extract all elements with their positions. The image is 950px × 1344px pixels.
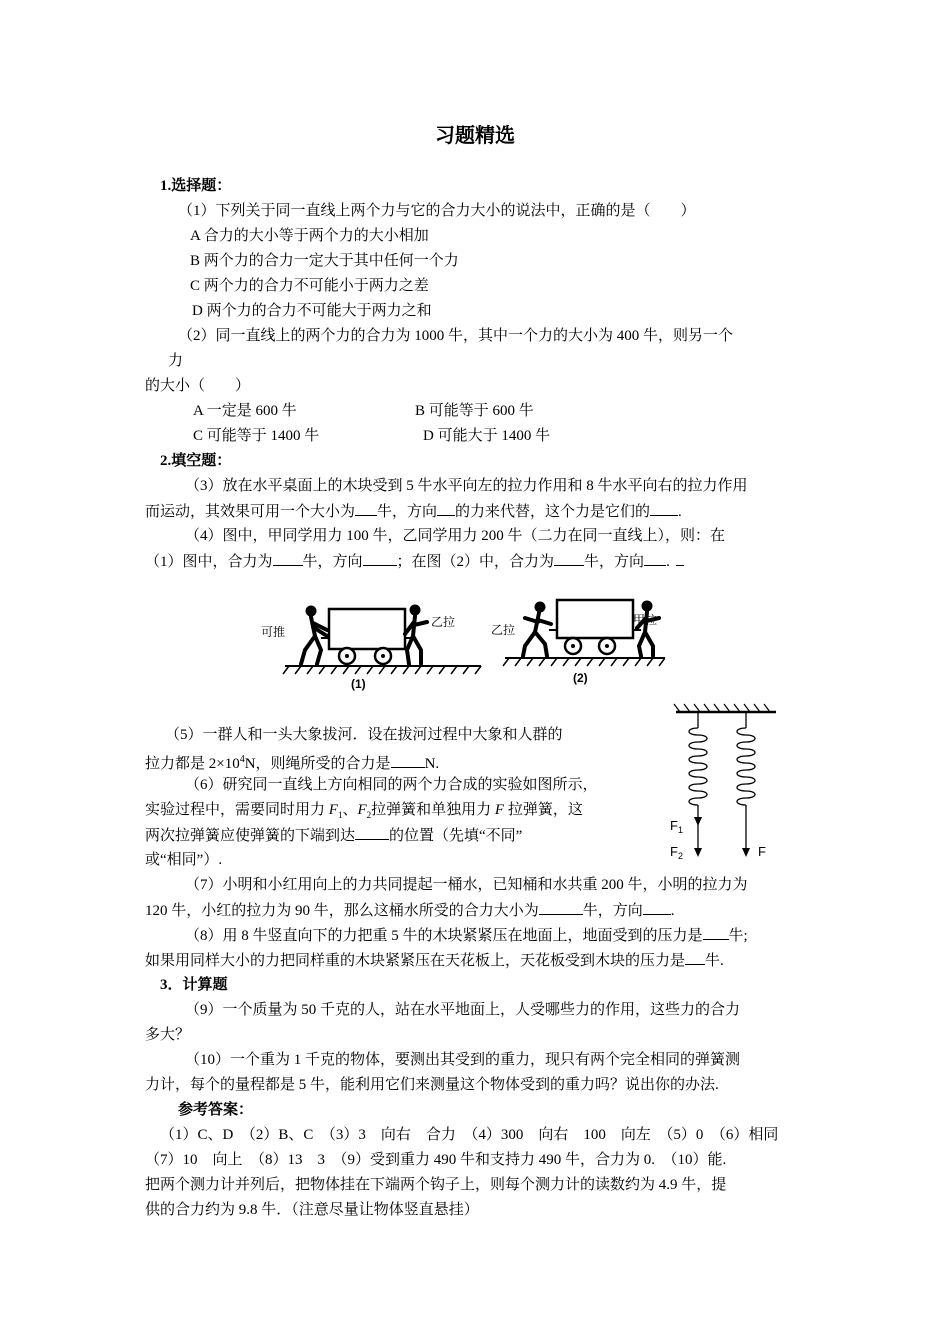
q8-text-d: 牛. bbox=[705, 953, 724, 969]
q3-blank-2 bbox=[437, 501, 455, 516]
fig1-right-label: 乙拉 bbox=[431, 615, 456, 629]
q4-line1: （4）图中，甲同学用力 100 牛，乙同学用力 200 牛（二力在同一直线上），则：在 bbox=[185, 528, 726, 544]
q7-text-b: 牛，方向 bbox=[582, 903, 643, 919]
q6-text-e: 的位置（先填“不同” bbox=[389, 828, 523, 844]
q9-line1: （9）一个质量为 50 千克的人，站在水平地面上，人受哪些力的作用，这些力的合力 bbox=[185, 1002, 741, 1018]
q5-blank bbox=[391, 753, 425, 768]
q8-line1 bbox=[185, 925, 748, 946]
q4-text-e: . bbox=[666, 554, 670, 570]
q6-text-d: 两次拉弹簧应使弹簧的下端到达 bbox=[145, 828, 356, 844]
q7-text-c: . bbox=[670, 903, 675, 919]
page-title: 习题精选 bbox=[435, 125, 515, 147]
q7-blank-2 bbox=[643, 900, 671, 915]
q6-text-a: 实验过程中，需要同时用力 bbox=[145, 802, 329, 818]
fig2-left-label: 乙拉 bbox=[491, 623, 516, 637]
q4-blank-3 bbox=[554, 551, 584, 566]
q4-blank-1 bbox=[273, 551, 303, 566]
q2-option-d: D 可能大于 1400 牛 bbox=[423, 428, 551, 444]
q5-text-c: N. bbox=[424, 756, 440, 772]
q4-text-b: 牛，方向 bbox=[302, 554, 363, 570]
q6-sep: 、 bbox=[342, 802, 358, 818]
answers-line1: （1）C、D （2）B、C （3）3 向右 合力 （4）300 向右 100 向左 （5）0 （6）相同 bbox=[160, 1127, 779, 1143]
q4-blank-5 bbox=[676, 551, 684, 566]
q3-text-c: 的力来代替，这个力是它们的 bbox=[455, 504, 651, 520]
q2-option-a: A 一定是 600 牛 bbox=[193, 403, 297, 419]
q3-line1: （3）放在水平桌面上的木块受到 5 牛水平向左的拉力作用和 8 牛水平向右的拉力作用 bbox=[185, 478, 748, 494]
q6-blank bbox=[355, 825, 389, 840]
q6-line2 bbox=[145, 800, 583, 825]
cart-figure-2 bbox=[491, 600, 665, 685]
q5-exponent: 4 bbox=[239, 754, 245, 765]
answers-line4: 供的合力约为 9.8 牛．（注意尽量让物体竖直悬挂） bbox=[145, 1202, 479, 1218]
q3-blank-1 bbox=[355, 501, 377, 516]
q4-blank-4 bbox=[644, 551, 666, 566]
cart-figure-1 bbox=[261, 605, 481, 692]
q5-line1: （5）一群人和一头大象拔河．设在拔河过程中大象和人群的 bbox=[165, 727, 563, 743]
q6-f2-sub: 2 bbox=[366, 810, 372, 820]
answers-heading: 参考答案： bbox=[178, 1102, 254, 1118]
spring-figure bbox=[668, 702, 780, 866]
q4-text-a: （1）图中，合力为 bbox=[145, 554, 273, 570]
q7-line1: （7）小明和小红用向上的力共同提起一桶水，已知桶和水共重 200 牛，小明的拉力为 bbox=[185, 877, 748, 893]
fig2-right-label: 甲拉 bbox=[633, 613, 658, 627]
q8-line2 bbox=[145, 950, 724, 971]
section-heading-choice: 1.选择题： bbox=[160, 178, 232, 194]
section-heading-fill: 2.填空题： bbox=[160, 453, 232, 469]
q5-line2 bbox=[145, 750, 439, 774]
q4-text-d: 牛，方向 bbox=[584, 554, 645, 570]
q2-option-b: B 可能等于 600 牛 bbox=[415, 403, 534, 419]
q6-line3 bbox=[145, 825, 522, 846]
q10-line2: 力计，每个的量程都是 5 牛，能利用它们来测量这个物体受到的重力吗？说出你的办法. bbox=[145, 1077, 719, 1093]
answers-line3: 把两个测力计并列后，把物体挂在下端两个钩子上，则每个测力计的读数约为 4.9 牛，提 bbox=[145, 1177, 727, 1193]
q8-text-c: 如果用同样大小的力把同样重的木块紧紧压在天花板上，天花板受到木块的压力是 bbox=[145, 953, 686, 969]
q1-stem: （1）下列关于同一直线上两个力与它的合力大小的说法中，正确的是（ ） bbox=[178, 203, 696, 219]
q5-text-b: N，则绳所受的合力是 bbox=[244, 756, 391, 772]
q9-line2: 多大？ bbox=[145, 1027, 191, 1043]
q3-text-a: 而运动，其效果可用一个大小为 bbox=[145, 504, 356, 520]
section-heading-calc: 3．计算题 bbox=[160, 977, 228, 993]
q6-f1: F bbox=[328, 802, 338, 818]
q3-line2 bbox=[145, 501, 682, 522]
q7-text-a: 120 牛，小红的拉力为 90 牛，那么这桶水所受的合力大小为 bbox=[145, 903, 539, 919]
q8-blank-1 bbox=[703, 925, 729, 940]
spring-f1-label: $F_1$ bbox=[670, 818, 683, 835]
q1-option-d: D 两个力的合力不可能大于两力之和 bbox=[192, 303, 432, 319]
q4-text-c: ；在图（2）中，合力为 bbox=[396, 554, 555, 570]
q6-line1: （6）研究同一直线上方向相同的两个力合成的实验如图所示， bbox=[185, 777, 598, 793]
q6-f2: F bbox=[357, 802, 367, 818]
q2-stem-line3: 的大小（ ） bbox=[145, 378, 251, 394]
q6-line4: 或“相同”）. bbox=[145, 852, 223, 868]
q3-blank-3 bbox=[650, 501, 678, 516]
q5-text-a: 拉力都是 2×10 bbox=[145, 756, 240, 772]
q6-text-b: 拉弹簧和单独用力 bbox=[371, 802, 495, 818]
q1-option-b: B 两个力的合力一定大于其中任何一个力 bbox=[190, 253, 459, 269]
q6-f: F bbox=[494, 802, 505, 818]
spring-f-label: F bbox=[758, 844, 766, 859]
q7-line2 bbox=[145, 900, 675, 921]
fig2-caption: (2) bbox=[573, 671, 588, 685]
fig1-left-label: 可推 bbox=[261, 625, 286, 639]
cart-figures bbox=[255, 592, 665, 692]
q4-blank-2 bbox=[363, 551, 397, 566]
q6-f1-sub: 1 bbox=[337, 810, 343, 820]
q1-option-a: A 合力的大小等于两个力的大小相加 bbox=[190, 228, 429, 244]
q10-line1: （10）一个重为 1 千克的物体，要测出其受到的重力，现只有两个完全相同的弹簧测 bbox=[185, 1052, 741, 1068]
q8-blank-2 bbox=[685, 950, 705, 965]
q2-stem-line2: 力 bbox=[168, 353, 184, 369]
q4-line2 bbox=[145, 551, 684, 572]
q2-option-c: C 可能等于 1400 牛 bbox=[193, 428, 320, 444]
spring-f2-label: $F_2$ bbox=[670, 844, 683, 861]
q7-blank-1 bbox=[539, 900, 583, 915]
q1-option-c: C 两个力的合力不可能小于两力之差 bbox=[190, 278, 429, 294]
q8-text-a: （8）用 8 牛竖直向下的力把重 5 牛的木块紧紧压在地面上，地面受到的压力是 bbox=[185, 928, 703, 944]
q3-text-b: 牛，方向 bbox=[377, 504, 438, 520]
q3-text-d: . bbox=[678, 504, 682, 520]
q2-stem-line1: （2）同一直线上的两个力的合力为 1000 牛，其中一个力的大小为 400 牛，则另一个 bbox=[178, 328, 734, 344]
answers-line2: （7）10 向上 （8）13 3 （9）受到重力 490 牛和支持力 490 牛，合力为 0. （10）能. bbox=[145, 1152, 727, 1168]
q6-text-c: 拉弹簧，这 bbox=[504, 802, 583, 818]
fig1-caption: (1) bbox=[351, 677, 366, 691]
q8-text-b: 牛; bbox=[728, 928, 748, 944]
